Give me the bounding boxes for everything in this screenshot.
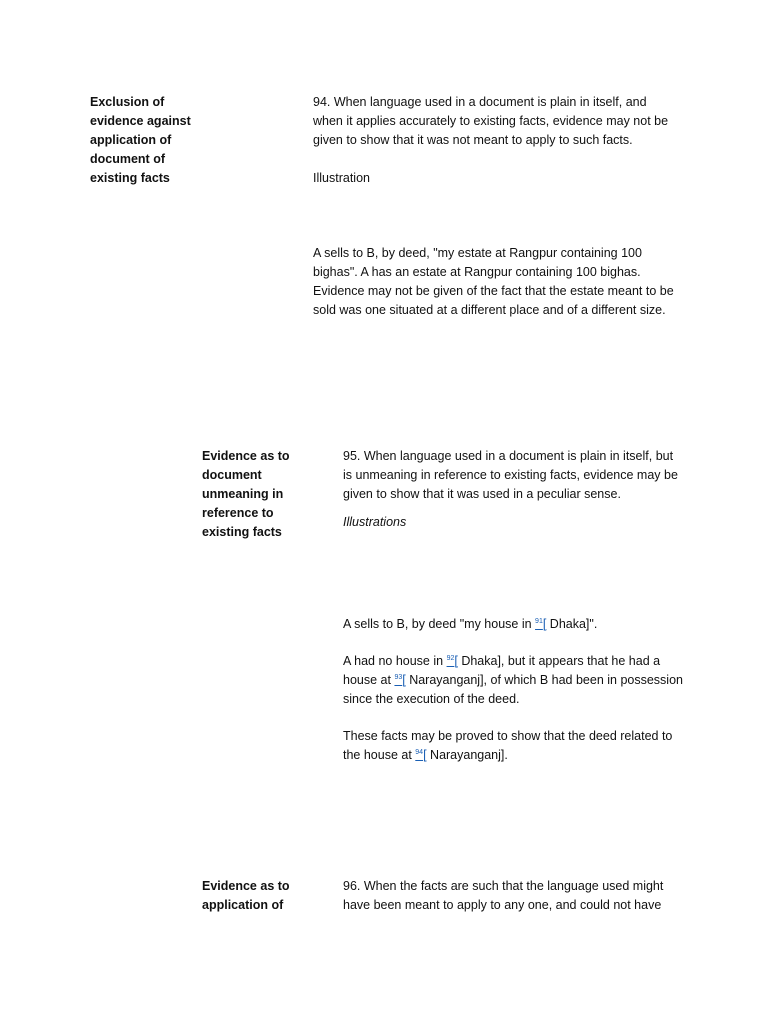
example-2-text-b: Dhaka], but it appears that he had a house at <box>343 654 661 687</box>
footnote-link-91[interactable]: $^{91}$[ <box>535 617 547 631</box>
section-95-example-3 <box>343 727 683 765</box>
section-95-example-1 <box>343 615 683 634</box>
marginal-note-95: Evidence as to document unmeaning in reference to existing facts <box>202 449 290 539</box>
example-1-text-b: Dhaka]". <box>546 617 598 631</box>
section-94-illustration-label: Illustration <box>313 171 370 185</box>
section-94-text: 94. When language used in a document is plain in itself, and when it applies accurately to existing facts, evidence may not be given to show that it was not meant to apply to such facts. <box>313 95 669 147</box>
example-2-text-c: Narayanganj], of which B had been in possession since the execution of the deed. <box>343 673 683 706</box>
section-95-illustrations-label: Illustrations <box>343 515 407 529</box>
section-96-text: 96. When the facts are such that the language used might have been meant to apply to any one, and could not have <box>343 879 664 912</box>
section-94-illustration-text: A sells to B, by deed, "my estate at Rangpur containing 100 bighas". A has an estate at Rangpur containing 100 bighas. Evidence may not be given of the fact that the estate meant to be sold was one situated at a different place and of a different size. <box>313 246 674 317</box>
example-1-text-a: A sells to B, by deed "my house in <box>343 617 536 631</box>
section-95-text: 95. When language used in a document is plain in itself, but is unmeaning in reference to existing facts, evidence may be given to show that it was used in a peculiar sense. <box>343 449 678 501</box>
footnote-number: 94 <box>415 748 424 756</box>
footnote-link-93[interactable]: $^{93}$[ <box>394 673 406 687</box>
section-95-example-2 <box>343 652 683 709</box>
section-96 <box>343 877 683 915</box>
footnote-number: 91 <box>535 617 543 625</box>
footnote-number: 93 <box>394 673 403 681</box>
example-3-text-b: Narayanganj]. <box>426 748 508 762</box>
footnote-link-92[interactable]: $^{92}$[ <box>446 654 458 668</box>
footnote-link-94[interactable]: $^{94}$[ <box>415 748 427 762</box>
footnote-number: 92 <box>446 654 455 662</box>
example-3-text-a: These facts may be proved to show that the deed related to the house at <box>343 729 673 762</box>
section-95 <box>343 447 683 765</box>
example-2-text-a: A had no house in <box>343 654 447 668</box>
marginal-note-96: Evidence as to application of <box>202 879 290 912</box>
marginal-note-94: Exclusion of evidence against application of document of existing facts <box>90 95 191 185</box>
section-94 <box>313 93 678 320</box>
